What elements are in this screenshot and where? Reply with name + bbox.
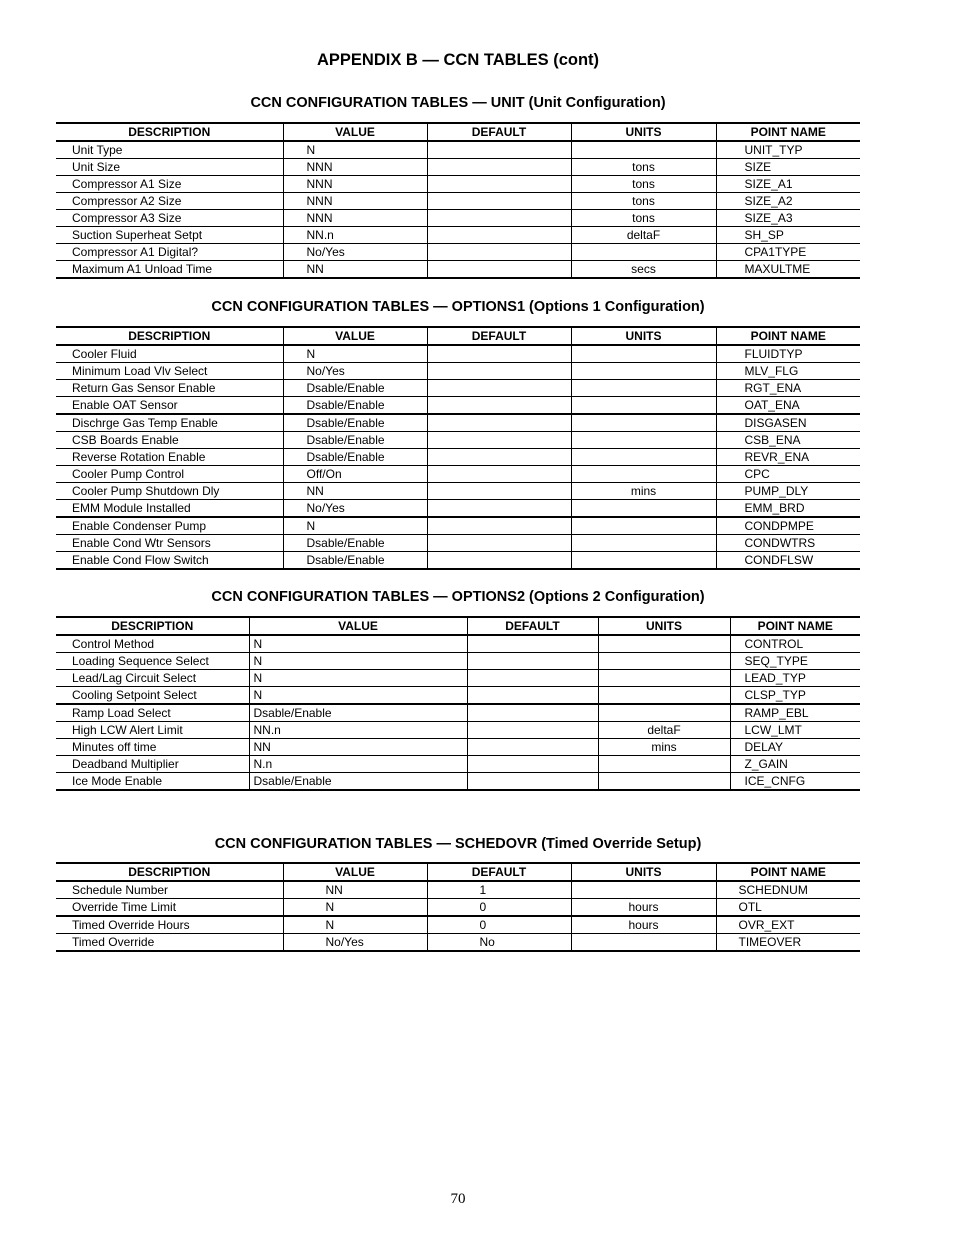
value-cell: NN bbox=[249, 739, 467, 756]
table-row bbox=[56, 635, 860, 653]
default-cell bbox=[427, 380, 571, 397]
point-name-cell: DELAY bbox=[730, 739, 860, 756]
point-name-cell: SH_SP bbox=[716, 227, 860, 244]
options1-config-table bbox=[56, 326, 860, 570]
units-cell bbox=[571, 500, 716, 518]
units-cell bbox=[598, 704, 730, 722]
default-cell bbox=[427, 552, 571, 570]
default-cell bbox=[467, 687, 598, 705]
description-cell: Compressor A1 Digital? bbox=[56, 244, 283, 261]
default-cell bbox=[467, 635, 598, 653]
description-cell: Compressor A3 Size bbox=[56, 210, 283, 227]
value-cell: N bbox=[283, 517, 427, 535]
default-cell bbox=[427, 176, 571, 193]
description-cell: Timed Override bbox=[56, 934, 283, 952]
units-cell: tons bbox=[571, 159, 716, 176]
point-name-cell: MAXULTME bbox=[716, 261, 860, 279]
value-cell: NN bbox=[283, 881, 427, 899]
header-row bbox=[56, 863, 860, 881]
options1-table-title: CCN CONFIGURATION TABLES — OPTIONS1 (Options 1 Configuration) bbox=[211, 299, 705, 315]
table-row bbox=[56, 466, 860, 483]
default-cell: 0 bbox=[427, 899, 571, 917]
point-name-cell: MLV_FLG bbox=[716, 363, 860, 380]
point-name-cell: CPA1TYPE bbox=[716, 244, 860, 261]
default-cell bbox=[427, 345, 571, 363]
value-cell: No/Yes bbox=[283, 244, 427, 261]
value-header: VALUE bbox=[249, 617, 467, 635]
description-cell: Ice Mode Enable bbox=[56, 773, 249, 791]
point-name-cell: ICE_CNFG bbox=[730, 773, 860, 791]
unit-config-table bbox=[56, 122, 860, 279]
default-cell bbox=[467, 773, 598, 791]
point-name-cell: CSB_ENA bbox=[716, 432, 860, 449]
point-name-cell: OAT_ENA bbox=[716, 397, 860, 415]
value-header: VALUE bbox=[283, 123, 427, 141]
description-cell: Dischrge Gas Temp Enable bbox=[56, 414, 283, 432]
units-cell bbox=[571, 517, 716, 535]
table-row bbox=[56, 397, 860, 415]
value-cell: Dsable/Enable bbox=[249, 704, 467, 722]
units-header: UNITS bbox=[571, 327, 716, 345]
description-cell: Unit Type bbox=[56, 141, 283, 159]
units-cell: deltaF bbox=[598, 722, 730, 739]
point-name-cell: OVR_EXT bbox=[716, 916, 860, 934]
point-name-cell: CONTROL bbox=[730, 635, 860, 653]
point-name-header: POINT NAME bbox=[730, 617, 860, 635]
units-cell bbox=[598, 687, 730, 705]
unit-table-title: CCN CONFIGURATION TABLES — UNIT (Unit Configuration) bbox=[250, 95, 666, 111]
description-cell: Cooler Pump Shutdown Dly bbox=[56, 483, 283, 500]
value-cell: Dsable/Enable bbox=[283, 380, 427, 397]
point-name-cell: CPC bbox=[716, 466, 860, 483]
point-name-header: POINT NAME bbox=[716, 327, 860, 345]
units-cell: hours bbox=[571, 899, 716, 917]
units-cell bbox=[571, 244, 716, 261]
value-cell: N bbox=[283, 141, 427, 159]
table-row bbox=[56, 704, 860, 722]
point-name-cell: CLSP_TYP bbox=[730, 687, 860, 705]
table-row bbox=[56, 363, 860, 380]
value-cell: NNN bbox=[283, 159, 427, 176]
options2-table-title: CCN CONFIGURATION TABLES — OPTIONS2 (Options 2 Configuration) bbox=[211, 589, 705, 605]
table-row bbox=[56, 210, 860, 227]
point-name-cell: SIZE_A2 bbox=[716, 193, 860, 210]
default-cell bbox=[427, 261, 571, 279]
table-row bbox=[56, 141, 860, 159]
description-cell: Minimum Load Vlv Select bbox=[56, 363, 283, 380]
value-cell: N bbox=[283, 345, 427, 363]
default-cell: 0 bbox=[427, 916, 571, 934]
point-name-cell: SIZE bbox=[716, 159, 860, 176]
default-cell bbox=[427, 397, 571, 415]
value-cell: Dsable/Enable bbox=[283, 449, 427, 466]
description-cell: Reverse Rotation Enable bbox=[56, 449, 283, 466]
table-row bbox=[56, 227, 860, 244]
default-cell bbox=[427, 535, 571, 552]
table-row bbox=[56, 756, 860, 773]
value-cell: N bbox=[249, 687, 467, 705]
units-cell bbox=[598, 670, 730, 687]
table-row bbox=[56, 739, 860, 756]
units-cell bbox=[571, 345, 716, 363]
point-name-cell: SCHEDNUM bbox=[716, 881, 860, 899]
default-cell bbox=[427, 466, 571, 483]
point-name-cell: CONDWTRS bbox=[716, 535, 860, 552]
description-cell: Control Method bbox=[56, 635, 249, 653]
value-cell: Dsable/Enable bbox=[283, 397, 427, 415]
description-cell: Enable Cond Wtr Sensors bbox=[56, 535, 283, 552]
description-cell: Enable OAT Sensor bbox=[56, 397, 283, 415]
description-cell: Override Time Limit bbox=[56, 899, 283, 917]
units-cell: tons bbox=[571, 176, 716, 193]
point-name-cell: RGT_ENA bbox=[716, 380, 860, 397]
value-cell: N bbox=[283, 916, 427, 934]
table-row bbox=[56, 261, 860, 279]
point-name-cell: SIZE_A1 bbox=[716, 176, 860, 193]
description-cell: Timed Override Hours bbox=[56, 916, 283, 934]
description-cell: Schedule Number bbox=[56, 881, 283, 899]
default-cell bbox=[427, 363, 571, 380]
units-cell bbox=[598, 756, 730, 773]
table-row bbox=[56, 414, 860, 432]
header-row bbox=[56, 617, 860, 635]
default-header: DEFAULT bbox=[427, 327, 571, 345]
default-cell bbox=[427, 159, 571, 176]
value-cell: N.n bbox=[249, 756, 467, 773]
value-cell: NN bbox=[283, 483, 427, 500]
point-name-cell: LEAD_TYP bbox=[730, 670, 860, 687]
default-cell bbox=[467, 704, 598, 722]
default-cell bbox=[427, 193, 571, 210]
point-name-cell: RAMP_EBL bbox=[730, 704, 860, 722]
units-cell: mins bbox=[571, 483, 716, 500]
units-header: UNITS bbox=[571, 863, 716, 881]
value-cell: No/Yes bbox=[283, 363, 427, 380]
default-header: DEFAULT bbox=[427, 123, 571, 141]
table-row bbox=[56, 916, 860, 934]
units-cell: mins bbox=[598, 739, 730, 756]
table-row bbox=[56, 934, 860, 952]
table-row bbox=[56, 432, 860, 449]
description-cell: Minutes off time bbox=[56, 739, 249, 756]
header-row bbox=[56, 327, 860, 345]
default-cell bbox=[467, 653, 598, 670]
point-name-cell: CONDFLSW bbox=[716, 552, 860, 570]
point-name-cell: EMM_BRD bbox=[716, 500, 860, 518]
value-cell: Dsable/Enable bbox=[249, 773, 467, 791]
units-cell bbox=[571, 414, 716, 432]
description-cell: Cooler Pump Control bbox=[56, 466, 283, 483]
table-row bbox=[56, 159, 860, 176]
point-name-cell: UNIT_TYP bbox=[716, 141, 860, 159]
units-cell bbox=[598, 773, 730, 791]
units-cell: tons bbox=[571, 210, 716, 227]
value-cell: No/Yes bbox=[283, 500, 427, 518]
schedovr-config-table bbox=[56, 862, 860, 952]
default-cell bbox=[427, 517, 571, 535]
description-cell: Enable Condenser Pump bbox=[56, 517, 283, 535]
table-row bbox=[56, 449, 860, 466]
options2-config-table bbox=[56, 616, 860, 791]
default-cell bbox=[467, 756, 598, 773]
point-name-cell: REVR_ENA bbox=[716, 449, 860, 466]
description-cell: Suction Superheat Setpt bbox=[56, 227, 283, 244]
default-cell bbox=[427, 500, 571, 518]
description-cell: Compressor A2 Size bbox=[56, 193, 283, 210]
default-cell bbox=[427, 449, 571, 466]
description-cell: Deadband Multiplier bbox=[56, 756, 249, 773]
description-cell: Maximum A1 Unload Time bbox=[56, 261, 283, 279]
units-cell bbox=[571, 466, 716, 483]
description-cell: Compressor A1 Size bbox=[56, 176, 283, 193]
point-name-cell: LCW_LMT bbox=[730, 722, 860, 739]
units-cell: deltaF bbox=[571, 227, 716, 244]
units-cell bbox=[598, 635, 730, 653]
default-cell bbox=[427, 141, 571, 159]
value-cell: N bbox=[249, 653, 467, 670]
value-cell: NN.n bbox=[249, 722, 467, 739]
table-row bbox=[56, 176, 860, 193]
point-name-header: POINT NAME bbox=[716, 863, 860, 881]
value-header: VALUE bbox=[283, 327, 427, 345]
value-cell: NNN bbox=[283, 193, 427, 210]
page-number: 70 bbox=[450, 1191, 466, 1207]
value-cell: NN bbox=[283, 261, 427, 279]
table-row bbox=[56, 244, 860, 261]
units-header: UNITS bbox=[571, 123, 716, 141]
point-name-cell: SEQ_TYPE bbox=[730, 653, 860, 670]
description-cell: Enable Cond Flow Switch bbox=[56, 552, 283, 570]
description-cell: CSB Boards Enable bbox=[56, 432, 283, 449]
value-cell: N bbox=[283, 899, 427, 917]
value-cell: Dsable/Enable bbox=[283, 432, 427, 449]
default-cell bbox=[467, 722, 598, 739]
units-cell bbox=[571, 552, 716, 570]
table-row bbox=[56, 517, 860, 535]
units-cell bbox=[571, 535, 716, 552]
point-name-cell: DISGASEN bbox=[716, 414, 860, 432]
page-title: APPENDIX B — CCN TABLES (cont) bbox=[316, 51, 600, 69]
units-cell bbox=[571, 432, 716, 449]
table-row bbox=[56, 670, 860, 687]
default-cell: No bbox=[427, 934, 571, 952]
point-name-cell: Z_GAIN bbox=[730, 756, 860, 773]
description-cell: High LCW Alert Limit bbox=[56, 722, 249, 739]
description-cell: Lead/Lag Circuit Select bbox=[56, 670, 249, 687]
table-row bbox=[56, 500, 860, 518]
units-cell bbox=[598, 653, 730, 670]
description-cell: Cooling Setpoint Select bbox=[56, 687, 249, 705]
units-cell: secs bbox=[571, 261, 716, 279]
value-cell: Dsable/Enable bbox=[283, 552, 427, 570]
description-cell: Loading Sequence Select bbox=[56, 653, 249, 670]
table-row bbox=[56, 899, 860, 917]
units-cell bbox=[571, 397, 716, 415]
value-cell: N bbox=[249, 670, 467, 687]
default-cell bbox=[467, 670, 598, 687]
table-row bbox=[56, 193, 860, 210]
units-cell bbox=[571, 380, 716, 397]
table-row bbox=[56, 881, 860, 899]
value-cell: NNN bbox=[283, 176, 427, 193]
value-cell: N bbox=[249, 635, 467, 653]
default-cell bbox=[427, 483, 571, 500]
table-row bbox=[56, 380, 860, 397]
description-header: DESCRIPTION bbox=[56, 617, 249, 635]
units-cell bbox=[571, 141, 716, 159]
units-cell: tons bbox=[571, 193, 716, 210]
units-header: UNITS bbox=[598, 617, 730, 635]
point-name-header: POINT NAME bbox=[716, 123, 860, 141]
table-row bbox=[56, 653, 860, 670]
point-name-cell: SIZE_A3 bbox=[716, 210, 860, 227]
default-cell bbox=[427, 227, 571, 244]
point-name-cell: FLUIDTYP bbox=[716, 345, 860, 363]
default-header: DEFAULT bbox=[467, 617, 598, 635]
default-cell bbox=[467, 739, 598, 756]
point-name-cell: PUMP_DLY bbox=[716, 483, 860, 500]
units-cell bbox=[571, 934, 716, 952]
default-cell bbox=[427, 414, 571, 432]
table-row bbox=[56, 552, 860, 570]
description-cell: Unit Size bbox=[56, 159, 283, 176]
description-cell: EMM Module Installed bbox=[56, 500, 283, 518]
table-row bbox=[56, 535, 860, 552]
default-cell bbox=[427, 432, 571, 449]
value-cell: No/Yes bbox=[283, 934, 427, 952]
description-header: DESCRIPTION bbox=[56, 123, 283, 141]
table-row bbox=[56, 722, 860, 739]
units-cell bbox=[571, 363, 716, 380]
point-name-cell: OTL bbox=[716, 899, 860, 917]
description-cell: Cooler Fluid bbox=[56, 345, 283, 363]
units-cell bbox=[571, 449, 716, 466]
table-row bbox=[56, 773, 860, 791]
description-cell: Ramp Load Select bbox=[56, 704, 249, 722]
point-name-cell: CONDPMPE bbox=[716, 517, 860, 535]
value-cell: Off/On bbox=[283, 466, 427, 483]
units-cell: hours bbox=[571, 916, 716, 934]
table-row bbox=[56, 483, 860, 500]
schedovr-table-title: CCN CONFIGURATION TABLES — SCHEDOVR (Timed Override Setup) bbox=[214, 836, 702, 852]
table-row bbox=[56, 687, 860, 705]
default-cell: 1 bbox=[427, 881, 571, 899]
value-cell: NN.n bbox=[283, 227, 427, 244]
default-header: DEFAULT bbox=[427, 863, 571, 881]
default-cell bbox=[427, 210, 571, 227]
default-cell bbox=[427, 244, 571, 261]
description-header: DESCRIPTION bbox=[56, 327, 283, 345]
header-row bbox=[56, 123, 860, 141]
value-cell: Dsable/Enable bbox=[283, 414, 427, 432]
units-cell bbox=[571, 881, 716, 899]
value-header: VALUE bbox=[283, 863, 427, 881]
description-header: DESCRIPTION bbox=[56, 863, 283, 881]
description-cell: Return Gas Sensor Enable bbox=[56, 380, 283, 397]
table-row bbox=[56, 345, 860, 363]
value-cell: Dsable/Enable bbox=[283, 535, 427, 552]
point-name-cell: TIMEOVER bbox=[716, 934, 860, 952]
value-cell: NNN bbox=[283, 210, 427, 227]
